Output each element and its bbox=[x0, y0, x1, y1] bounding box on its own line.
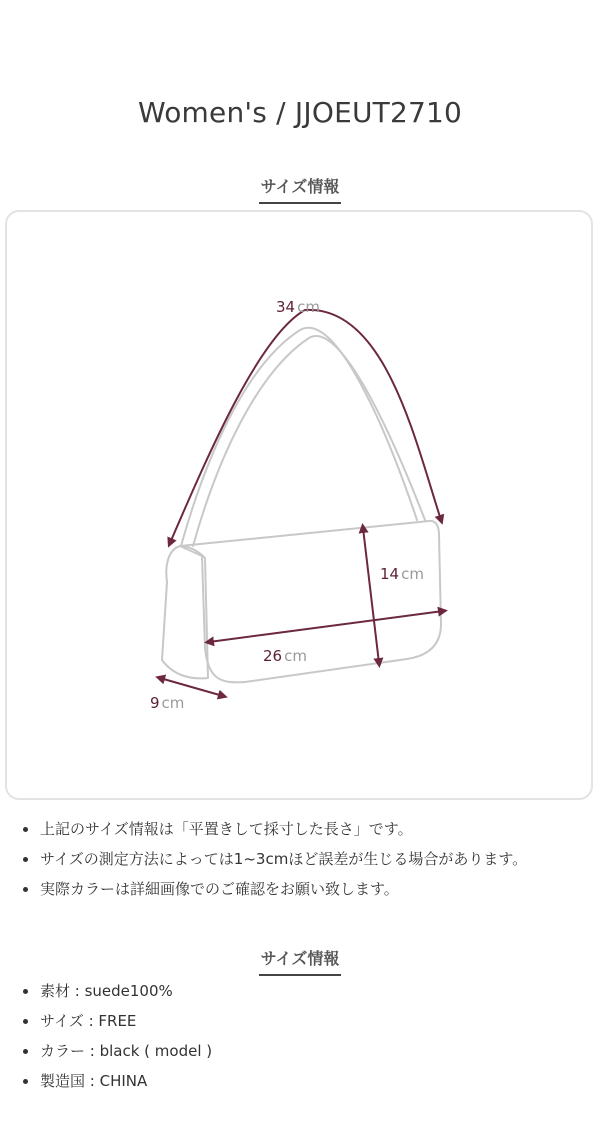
width-unit: cm bbox=[284, 647, 307, 665]
product-info-heading bbox=[0, 946, 600, 976]
list-item: 製造国 : CHINA bbox=[22, 1070, 212, 1100]
list-item: 上記のサイズ情報は「平置きして採寸した長さ」です。 bbox=[22, 818, 527, 848]
bag-side-panel bbox=[162, 546, 208, 678]
list-item: 素材 : suede100% bbox=[22, 980, 212, 1010]
depth-value: 9 bbox=[150, 694, 160, 712]
size-diagram bbox=[5, 210, 593, 800]
height-measure-line bbox=[363, 528, 379, 663]
strap-length-value: 34 bbox=[276, 298, 296, 316]
strap-length-unit: cm bbox=[297, 298, 320, 316]
height-label bbox=[380, 565, 424, 583]
size-notes-list bbox=[22, 818, 527, 908]
product-spec-list bbox=[22, 980, 212, 1100]
depth-unit: cm bbox=[161, 694, 185, 712]
list-item: 実際カラーは詳細画像でのご確認をお願い致します。 bbox=[22, 878, 527, 908]
page-title: Women's / JJOEUT2710 bbox=[137, 96, 463, 129]
width-measure-line bbox=[209, 611, 443, 642]
list-item: カラー : black ( model ) bbox=[22, 1040, 212, 1070]
width-value: 26 bbox=[263, 647, 283, 665]
strap-measure-line bbox=[170, 310, 441, 543]
size-info-heading bbox=[0, 174, 600, 204]
strap-length-label bbox=[276, 298, 320, 316]
height-unit: cm bbox=[401, 565, 424, 583]
product-info-heading-label: サイズ情報 bbox=[259, 946, 342, 976]
width-label bbox=[263, 647, 307, 665]
list-item: サイズの測定方法によっては1~3cmほど誤差が生じる場合があります。 bbox=[22, 848, 527, 878]
list-item: サイズ : FREE bbox=[22, 1010, 212, 1040]
bag-front-panel bbox=[180, 521, 441, 682]
height-value: 14 bbox=[380, 565, 400, 583]
size-info-heading-label: サイズ情報 bbox=[259, 174, 342, 204]
depth-label bbox=[150, 694, 184, 712]
strap-inline bbox=[193, 336, 425, 546]
